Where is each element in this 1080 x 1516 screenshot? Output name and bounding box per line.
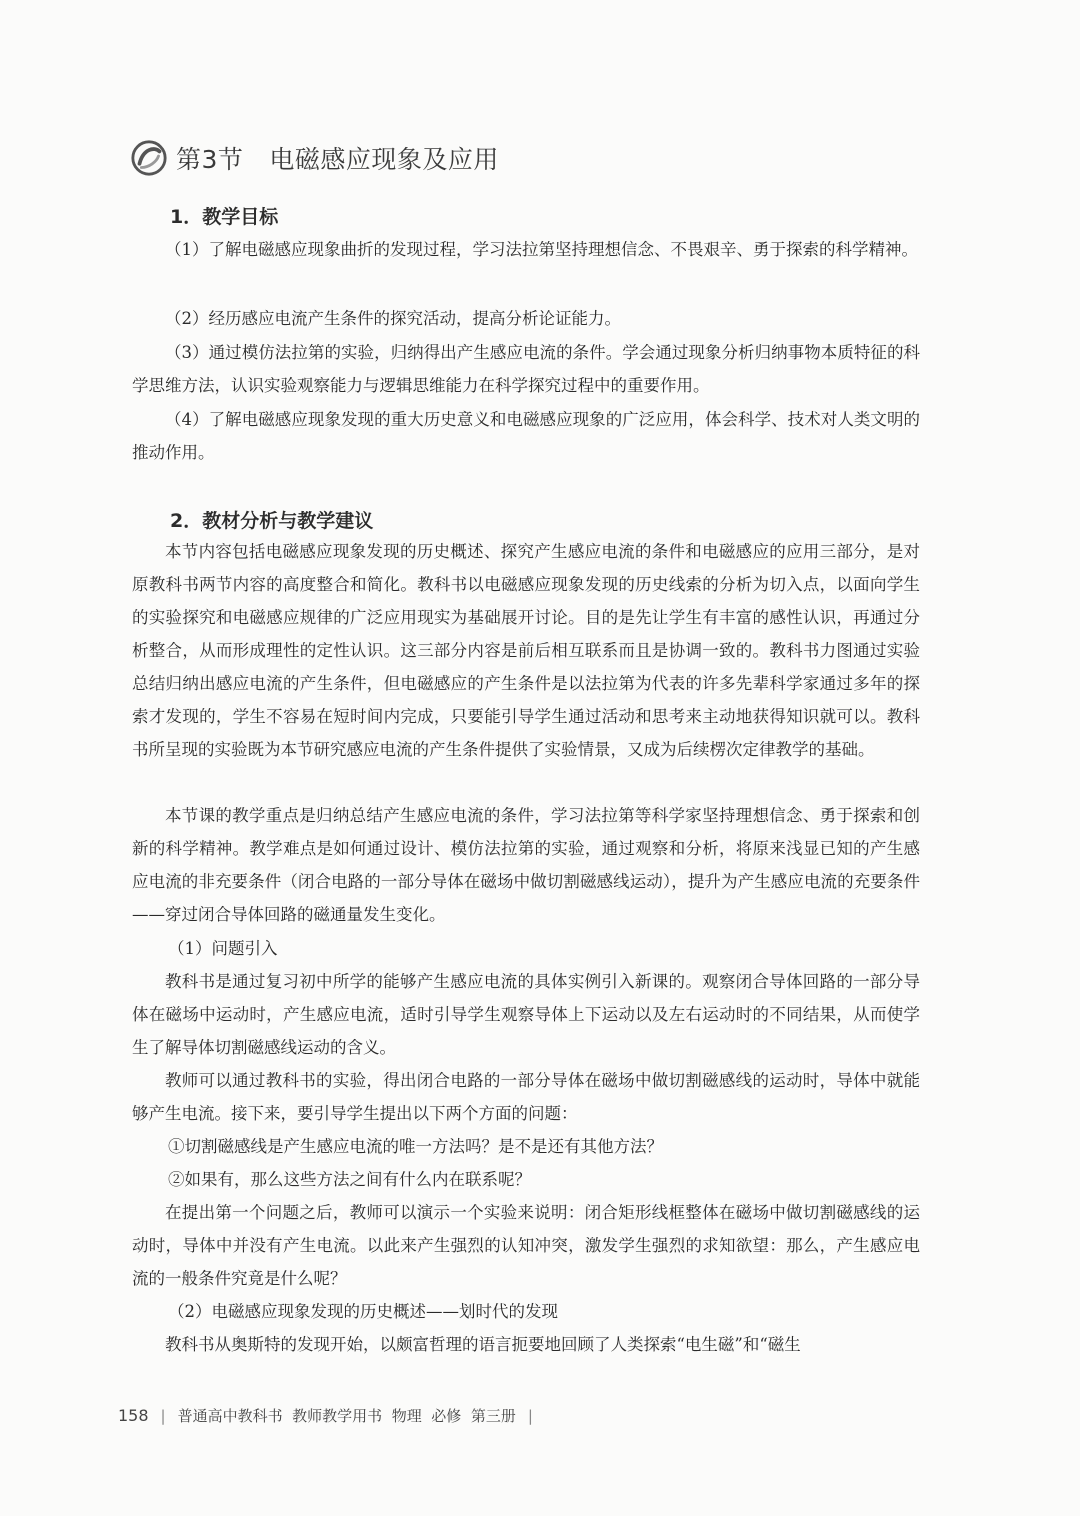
analysis-paragraph-3: 教科书是通过复习初中所学的能够产生感应电流的具体实例引入新课的。观察闭合导体回路的一部分导体在磁场中运动时，产生感应电流，适时引导学生观察导体上下运动以及左右运动时的不同结果，从而使学生了解导体切割磁感线运动的含义。	[132, 972, 920, 1057]
analysis-heading: 2．教材分析与教学建议	[170, 510, 374, 532]
footer-level: 必修	[431, 1407, 462, 1425]
footer-book: 教师教学用书	[292, 1407, 383, 1425]
goal-item-3: （3）通过模仿法拉第的实验，归纳得出产生感应电流的条件。学会通过现象分析归纳事物本质特征的科学思维方法，认识实验观察能力与逻辑思维能力在科学探究过程中的重要作用。	[132, 343, 920, 395]
section-title: 电磁感应现象及应用	[269, 145, 499, 174]
analysis-paragraph-1: 本节内容包括电磁感应现象发现的历史概述、探究产生感应电流的条件和电磁感应的应用三部分，是对原教科书两节内容的高度整合和简化。教科书以电磁感应现象发现的历史线索的分析为切入点，以面向学生的实验探究和电磁感应规律的广泛应用现实为基础展开讨论。目的是先让学生有丰富的感性认识，再通过分析整合，从而形成理性的定性认识。这三部分内容是前后相互联系而且是协调一致的。教科书力图通过实验总结归纳出感应电流的产生条件，但电磁感应的产生条件是以法拉第为代表的许多先辈科学家通过多年的探索才发现的，学生不容易在短时间内完成，只要能引导学生通过活动和思考来主动地获得知识就可以。教科书所呈现的实验既为本节研究感应电流的产生条件提供了实验情景，又成为后续楞次定律教学的基础。	[132, 542, 920, 759]
subheading-history: （2）电磁感应现象发现的历史概述——划时代的发现	[168, 1302, 558, 1321]
page-number: 158	[118, 1406, 149, 1425]
section-number: 第3节	[176, 145, 244, 174]
footer-divider: |	[160, 1406, 166, 1425]
question-1: ①切割磁感线是产生感应电流的唯一方法吗？是不是还有其他方法？	[168, 1137, 663, 1156]
analysis-paragraph-2: 本节课的教学重点是归纳总结产生感应电流的条件，学习法拉第等科学家坚持理想信念、勇于探索和创新的科学精神。教学难点是如何通过设计、模仿法拉第的实验，通过观察和分析，将原来浅显已知的产生感应电流的非充要条件（闭合电路的一部分导体在磁场中做切割磁感线运动），提升为产生感应电流的充要条件——穿过闭合导体回路的磁通量发生变化。	[132, 806, 920, 924]
goal-item-4: （4）了解电磁感应现象发现的重大历史意义和电磁感应现象的广泛应用，体会科学、技术对人类文明的推动作用。	[132, 410, 920, 462]
question-2: ②如果有，那么这些方法之间有什么内在联系呢？	[168, 1170, 531, 1189]
analysis-paragraph-4: 教师可以通过教科书的实验，得出闭合电路的一部分导体在磁场中做切割磁感线的运动时，导体中就能够产生电流。接下来，要引导学生提出以下两个方面的问题：	[132, 1071, 920, 1123]
page-footer	[118, 1405, 545, 1426]
analysis-paragraph-6: 教科书从奥斯特的发现开始，以颇富哲理的语言扼要地回顾了人类探索“电生磁”和“磁生	[165, 1335, 801, 1354]
goals-heading: 1．教学目标	[170, 206, 279, 228]
analysis-paragraph-5: 在提出第一个问题之后，教师可以演示一个实验来说明：闭合矩形线框整体在磁场中做切割磁感线的运动时，导体中并没有产生电流。以此来产生强烈的认知冲突，激发学生强烈的求知欲望：那么，产生感应电流的一般条件究竟是什么呢？	[132, 1203, 920, 1288]
footer-volume: 第三册	[470, 1407, 516, 1425]
section-header	[130, 136, 499, 180]
goal-item-1: （1）了解电磁感应现象曲折的发现过程，学习法拉第坚持理想信念、不畏艰辛、勇于探索的科学精神。	[165, 240, 918, 259]
footer-subject: 物理	[391, 1407, 422, 1425]
subheading-question-intro: （1）问题引入	[168, 939, 278, 958]
footer-series: 普通高中教科书	[177, 1407, 283, 1425]
footer-divider-end: |	[527, 1406, 533, 1425]
section-logo-icon	[130, 139, 168, 177]
goal-item-2: （2）经历感应电流产生条件的探究活动，提高分析论证能力。	[165, 309, 621, 328]
